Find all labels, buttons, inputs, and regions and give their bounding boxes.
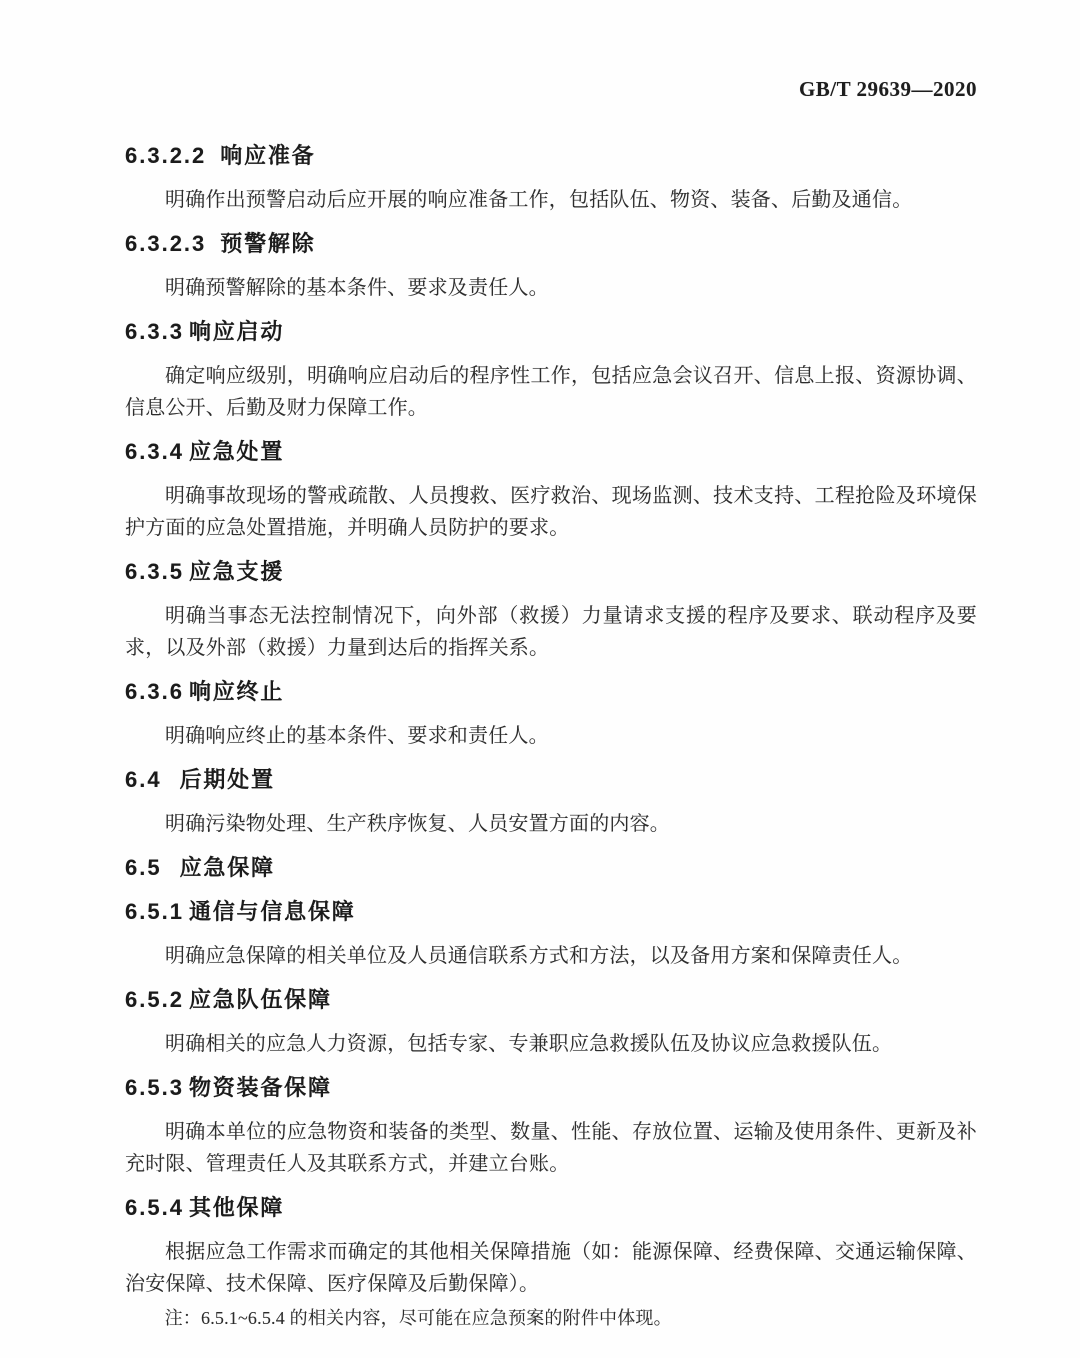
section-heading-6-3-2-2 — [125, 140, 977, 172]
section-heading-6-5-2 — [125, 984, 977, 1016]
paragraph: 明确预警解除的基本条件、要求及责任人。 — [165, 277, 549, 299]
section-number: 6.3.2.3 — [125, 231, 207, 256]
section-heading-6-5 — [125, 852, 977, 884]
section-number: 6.5.4 — [125, 1195, 184, 1220]
section-number: 6.5.3 — [125, 1075, 184, 1100]
paragraph: 明确应急保障的相关单位及人员通信联系方式和方法，以及备用方案和保障责任人。 — [165, 945, 913, 967]
section-title: 响应启动 — [188, 319, 285, 344]
section-title: 预警解除 — [220, 231, 316, 256]
section-title: 应急保障 — [179, 855, 275, 880]
section-heading-6-5-3 — [125, 1072, 977, 1104]
section-number: 6.3.4 — [125, 439, 184, 464]
paragraph: 明确本单位的应急物资和装备的类型、数量、性能、存放位置、运输及使用条件、更新及补充时限、管理责任人及其联系方式，并建立台账。 — [125, 1121, 977, 1175]
section-number: 6.3.3 — [125, 319, 184, 344]
section-heading-6-3-6 — [125, 676, 977, 708]
paragraph: 明确作出预警启动后应开展的响应准备工作，包括队伍、物资、装备、后勤及通信。 — [165, 189, 913, 211]
section-number: 6.5 — [125, 855, 162, 880]
section-heading-6-3-3 — [125, 316, 977, 348]
section-title: 通信与信息保障 — [188, 899, 356, 924]
section-heading-6-3-5 — [125, 556, 977, 588]
paragraph: 明确响应终止的基本条件、要求和责任人。 — [165, 725, 549, 747]
paragraph: 确定响应级别，明确响应启动后的程序性工作，包括应急会议召开、信息上报、资源协调、信息公开、后勤及财力保障工作。 — [125, 365, 977, 419]
note: 注：6.5.1~6.5.4 的相关内容，尽可能在应急预案的附件中体现。 — [164, 1308, 672, 1328]
paragraph: 明确污染物处理、生产秩序恢复、人员安置方面的内容。 — [165, 813, 670, 835]
section-number: 6.3.6 — [125, 679, 184, 704]
section-heading-6-5-4 — [125, 1192, 977, 1224]
paragraph: 明确相关的应急人力资源，包括专家、专兼职应急救援队伍及协议应急救援队伍。 — [165, 1033, 893, 1055]
section-title: 后期处置 — [179, 767, 275, 792]
paragraph: 明确事故现场的警戒疏散、人员搜救、医疗救治、现场监测、技术支持、工程抢险及环境保护方面的应急处置措施，并明确人员防护的要求。 — [125, 485, 977, 539]
section-heading-6-5-1 — [125, 896, 977, 928]
section-title: 响应终止 — [188, 679, 285, 704]
section-heading-6-3-4 — [125, 436, 977, 468]
section-title: 其他保障 — [188, 1195, 285, 1220]
section-heading-6-4 — [125, 764, 977, 796]
paragraph: 根据应急工作需求而确定的其他相关保障措施（如：能源保障、经费保障、交通运输保障、治安保障、技术保障、医疗保障及后勤保障）。 — [125, 1241, 977, 1295]
section-title: 应急支援 — [188, 559, 285, 584]
section-title: 响应准备 — [220, 143, 316, 168]
section-number: 6.5.2 — [125, 987, 184, 1012]
doc-number: GB/T 29639—2020 — [798, 77, 977, 101]
section-title: 应急处置 — [188, 439, 285, 464]
document-body — [125, 140, 977, 1333]
section-number: 6.3.2.2 — [125, 143, 207, 168]
section-number: 6.5.1 — [125, 899, 184, 924]
section-title: 应急队伍保障 — [188, 987, 332, 1012]
section-number: 6.4 — [125, 767, 162, 792]
section-heading-6-3-2-3 — [125, 228, 977, 260]
section-number: 6.3.5 — [125, 559, 184, 584]
section-title: 物资装备保障 — [188, 1075, 332, 1100]
paragraph: 明确当事态无法控制情况下，向外部（救援）力量请求支援的程序及要求、联动程序及要求，以及外部（救援）力量到达后的指挥关系。 — [125, 605, 977, 659]
